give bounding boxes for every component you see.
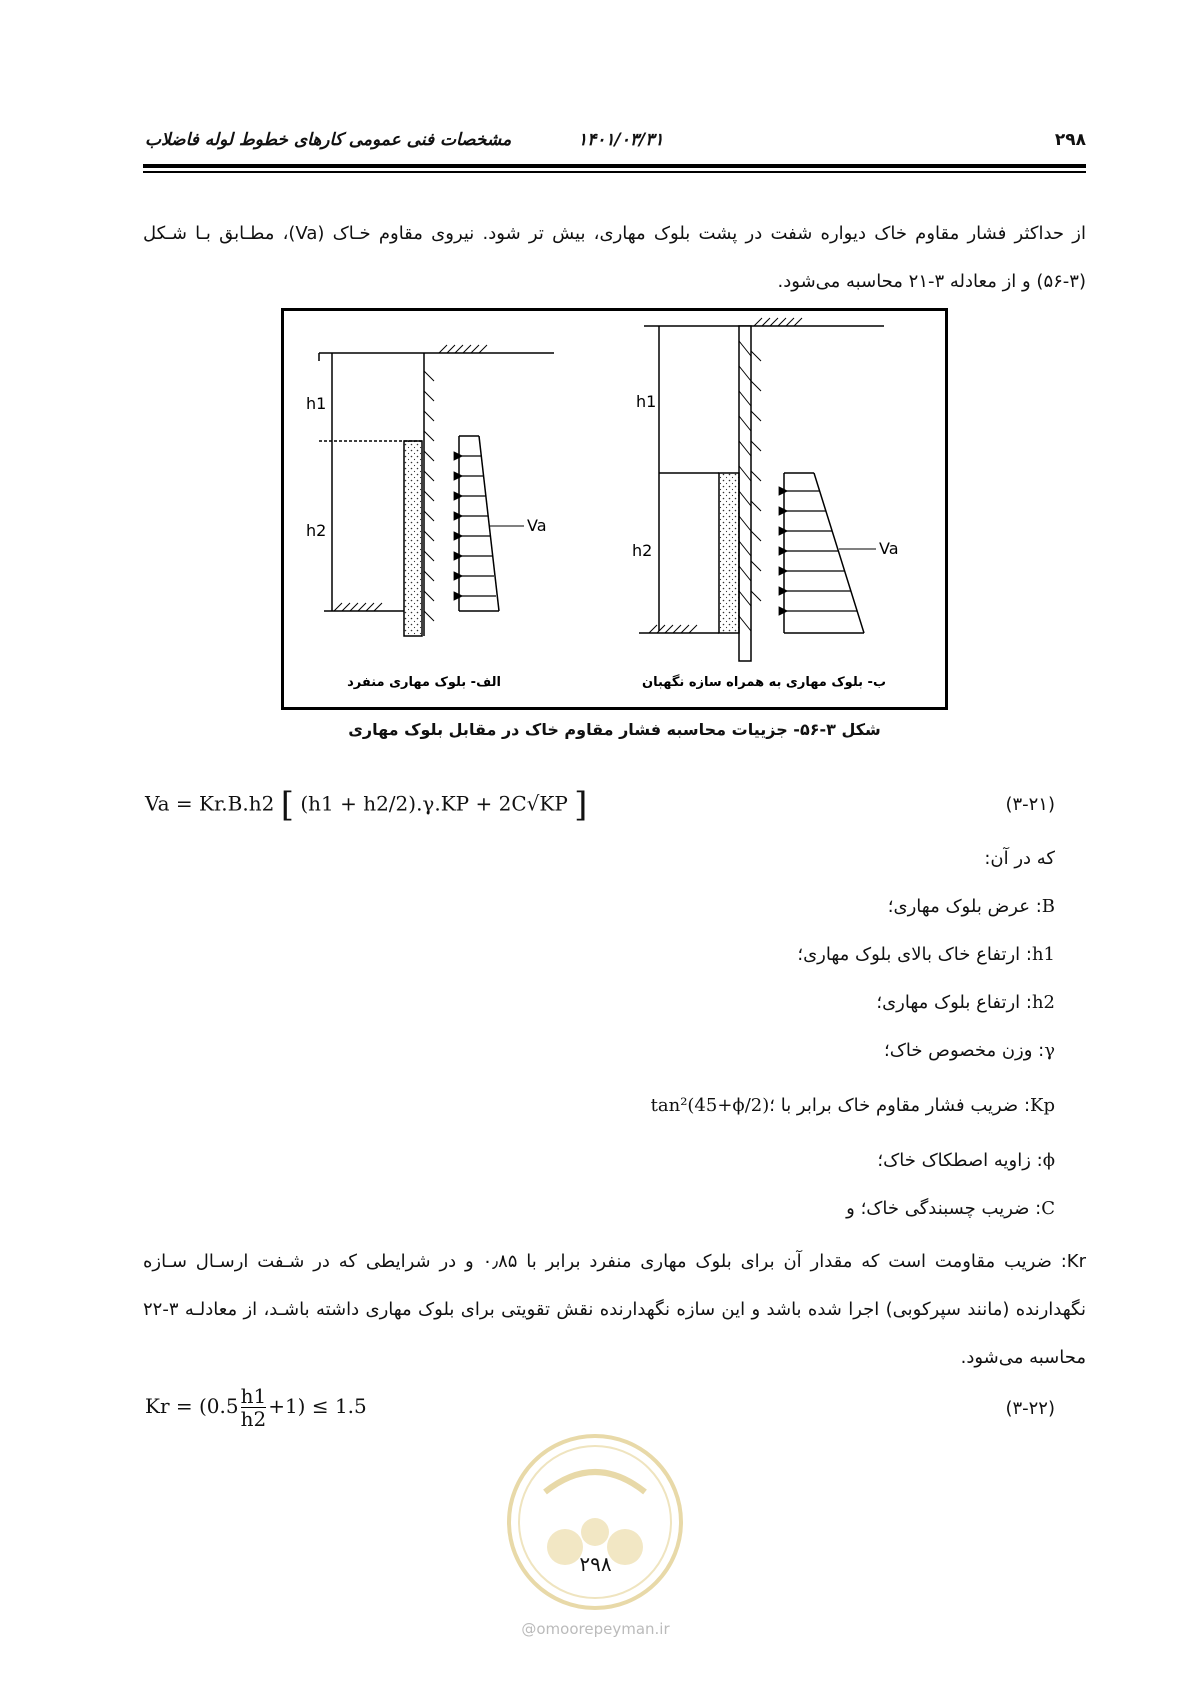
- where-label: که در آن:: [984, 848, 1055, 869]
- definition-phi: ϕ: زاویه اصطکاک خاک؛: [877, 1150, 1055, 1171]
- header-date: ۱۴۰۱/۰۳/۳۱: [578, 130, 664, 150]
- equation-1-number: (۳-۲۱): [1005, 794, 1055, 815]
- watermark-seal: [505, 1432, 685, 1612]
- figure-diagram: [284, 311, 945, 707]
- equation-2-fraction: $\frac{h1}{h2}$: [240, 1384, 267, 1431]
- equation-2-rhs: +1) ≤ 1.5: [268, 1394, 367, 1418]
- right-diagram: [639, 318, 884, 661]
- right-figure-label: ب- بلوک مهاری به همراه سازه نگهبان: [641, 675, 887, 690]
- header-title: مشخصات فنی عمومی کارهای خطوط لوله فاضلاب: [145, 130, 512, 150]
- left-diagram: [319, 345, 554, 636]
- kp-formula: tan²(45+ϕ/2)؛: [650, 1095, 775, 1116]
- equation-2: [145, 1385, 367, 1430]
- header-rule-thin: [143, 171, 1086, 173]
- definition-h1: h1: ارتفاع خاک بالای بلوک مهاری؛: [797, 944, 1055, 965]
- definition-h2: h2: ارتفاع بلوک مهاری؛: [876, 992, 1055, 1013]
- footer-page-number: ۲۹۸: [579, 1552, 612, 1576]
- page-header: [143, 128, 1086, 164]
- equation-2-number: (۳-۲۲): [1005, 1398, 1055, 1419]
- definition-gamma: γ: وزن مخصوص خاک؛: [884, 1040, 1055, 1061]
- left-h2-label: h2: [306, 521, 327, 540]
- watermark-text: @omoorepeyman.ir: [521, 1620, 670, 1638]
- equation-1: Va = Kr.B.h2 [ (h1 + h2/2).γ.KP + 2C√KP ]: [145, 785, 588, 825]
- header-rule-thick: [143, 164, 1086, 168]
- equation-1-body: (h1 + h2/2).γ.KP + 2C√KP: [300, 791, 568, 816]
- kr-paragraph: Kr: ضریب مقاومت است که مقدار آن برای بلوک مهاری منفرد برابر با ۰٫۸۵ و در شرایطی که در شـفت ارسـال سـازه نگهدارنده (مانند سپرکوبی) اجرا شده باشد و این سازه نگهدارنده نقش تقویتی برای بلوک مهاری داشته باشـد، از معادلـه ۳-۲۲ محاسبه می‌شود.: [143, 1251, 1087, 1368]
- header-page-number: ۲۹۸: [1054, 130, 1086, 150]
- equation-2-lhs: Kr = (0.5: [145, 1394, 239, 1418]
- figure-caption: شکل ۳-۵۶- جزییات محاسبه فشار مقاوم خاک در مقابل بلوک مهاری: [348, 720, 881, 739]
- definition-kp: Kp: ضریب فشار مقاوم خاک برابر با tan²(45+ϕ/2)؛: [650, 1095, 1055, 1116]
- definition-b: B: عرض بلوک مهاری؛: [887, 896, 1055, 917]
- left-va-label: Va: [527, 516, 547, 535]
- figure-frame: [281, 308, 948, 710]
- right-va-label: Va: [879, 539, 899, 558]
- equation-1-lhs: Va = Kr.B.h2: [145, 791, 275, 816]
- left-h1-label: h1: [306, 394, 327, 413]
- right-h1-label: h1: [636, 392, 657, 411]
- intro-paragraph: از حداکثر فشار مقاوم خاک دیواره شفت در پشت بلوک مهاری، بیش تر شود. نیروی مقاوم خـاک (Va)، مطـابق بـا شـکل (۳-۵۶) و از معادله ۳-۲۱ محاسبه می‌شود.: [143, 223, 1086, 292]
- left-figure-label: الف- بلوک مهاری منفرد: [347, 675, 501, 690]
- right-h2-label: h2: [632, 541, 653, 560]
- definition-c: C: ضریب چسبندگی خاک؛ و: [846, 1198, 1055, 1219]
